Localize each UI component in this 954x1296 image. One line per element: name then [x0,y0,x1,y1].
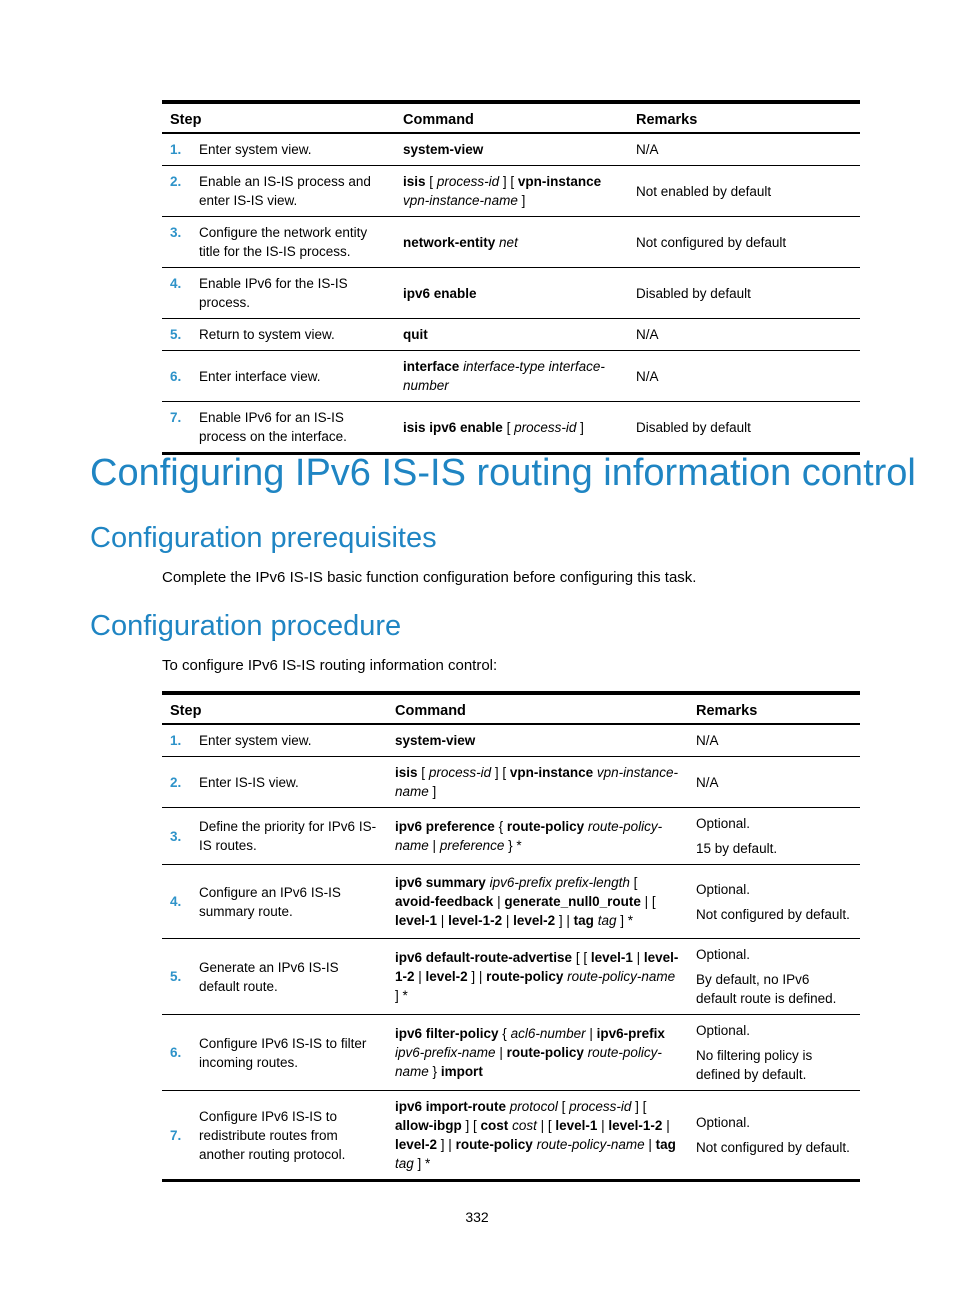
table-row [162,319,860,351]
remarks-cell: N/A [628,319,860,351]
command-cell: ipv6 preference { route-policy route-policy-name | preference } * [387,808,688,865]
procedure-intro-text: To configure IPv6 IS-IS routing information control: [162,657,498,674]
step-number: 7. [162,1091,195,1181]
header-remarks: Remarks [628,102,860,133]
table-row [162,133,860,166]
header-remarks: Remarks [688,693,860,724]
table-header-row [162,102,860,133]
step-text: Configure an IPv6 IS-IS summary route. [195,865,387,939]
prerequisites-text: Complete the IPv6 IS-IS basic function configuration before configuring this task. [162,569,697,586]
table-row [162,217,860,268]
page-heading: Configuring IPv6 IS-IS routing information control [90,452,916,494]
remarks-cell: N/A [628,133,860,166]
remarks-cell: Disabled by default [628,268,860,319]
step-number: 1. [162,724,195,757]
remarks-cell: N/A [688,724,860,757]
step-text: Enable IPv6 for the IS-IS process. [195,268,395,319]
command-cell: ipv6 summary ipv6-prefix prefix-length [ avoid-feedback | generate_null0_route | [ level-1 | level-1-2 | level-2 ] | tag tag ] * [387,865,688,939]
table-row [162,865,860,939]
step-number: 4. [162,268,195,319]
remarks-cell: Optional. No filtering policy is defined by default. [688,1015,860,1091]
step-text: Enter IS-IS view. [195,757,387,808]
header-command: Command [387,693,688,724]
step-text: Configure IPv6 IS-IS to filter incoming routes. [195,1015,387,1091]
command-cell: network-entity net [395,217,628,268]
table-row [162,268,860,319]
header-command: Command [395,102,628,133]
table-row [162,724,860,757]
step-number: 1. [162,133,195,166]
header-step: Step [162,102,395,133]
command-cell: ipv6 import-route protocol [ process-id ] [ allow-ibgp ] [ cost cost | [ level-1 | level-1-2 | level-2 ] | route-policy route-policy-name | tag tag ] * [387,1091,688,1181]
step-text: Define the priority for IPv6 IS-IS routes. [195,808,387,865]
table-row [162,1091,860,1181]
step-text: Enter system view. [195,724,387,757]
page-number: 332 [465,1209,489,1225]
step-number: 3. [162,808,195,865]
step-number: 2. [162,166,195,217]
step-text: Enter system view. [195,133,395,166]
step-text: Configure IPv6 IS-IS to redistribute routes from another routing protocol. [195,1091,387,1181]
table-row [162,351,860,402]
remarks-cell: Optional. Not configured by default. [688,865,860,939]
command-cell: ipv6 filter-policy { acl6-number | ipv6-prefix ipv6-prefix-name | route-policy route-policy-name } import [387,1015,688,1091]
step-number: 7. [162,402,195,454]
step-text: Generate an IPv6 IS-IS default route. [195,939,387,1015]
step-number: 6. [162,1015,195,1091]
table-row [162,402,860,454]
command-table-1 [162,100,860,455]
header-step: Step [162,693,387,724]
command-cell: system-view [395,133,628,166]
step-text: Enable IPv6 for an IS-IS process on the interface. [195,402,395,454]
command-cell: ipv6 enable [395,268,628,319]
remarks-cell: Not enabled by default [628,166,860,217]
step-number: 5. [162,939,195,1015]
command-cell: isis [ process-id ] [ vpn-instance vpn-instance-name ] [387,757,688,808]
section-heading-prerequisites: Configuration prerequisites [90,522,437,554]
step-text: Return to system view. [195,319,395,351]
remarks-cell: Optional. Not configured by default. [688,1091,860,1181]
section-heading-procedure: Configuration procedure [90,610,402,642]
step-number: 2. [162,757,195,808]
command-cell: isis ipv6 enable [ process-id ] [395,402,628,454]
step-number: 6. [162,351,195,402]
table-row [162,939,860,1015]
table-header-row [162,693,860,724]
table-row [162,1015,860,1091]
remarks-cell: N/A [628,351,860,402]
remarks-cell: Not configured by default [628,217,860,268]
remarks-cell: N/A [688,757,860,808]
command-cell: isis [ process-id ] [ vpn-instance vpn-instance-name ] [395,166,628,217]
table-row [162,166,860,217]
command-cell: ipv6 default-route-advertise [ [ level-1 | level-1-2 | level-2 ] | route-policy route-policy-name ] * [387,939,688,1015]
remarks-cell: Optional. By default, no IPv6 default route is defined. [688,939,860,1015]
step-number: 4. [162,865,195,939]
table-row [162,757,860,808]
command-cell: system-view [387,724,688,757]
step-text: Configure the network entity title for the IS-IS process. [195,217,395,268]
command-table-2 [162,691,860,1182]
remarks-cell: Optional. 15 by default. [688,808,860,865]
step-number: 5. [162,319,195,351]
command-cell: quit [395,319,628,351]
step-text: Enter interface view. [195,351,395,402]
table-row [162,808,860,865]
step-text: Enable an IS-IS process and enter IS-IS view. [195,166,395,217]
step-number: 3. [162,217,195,268]
command-cell: interface interface-type interface-number [395,351,628,402]
remarks-cell: Disabled by default [628,402,860,454]
